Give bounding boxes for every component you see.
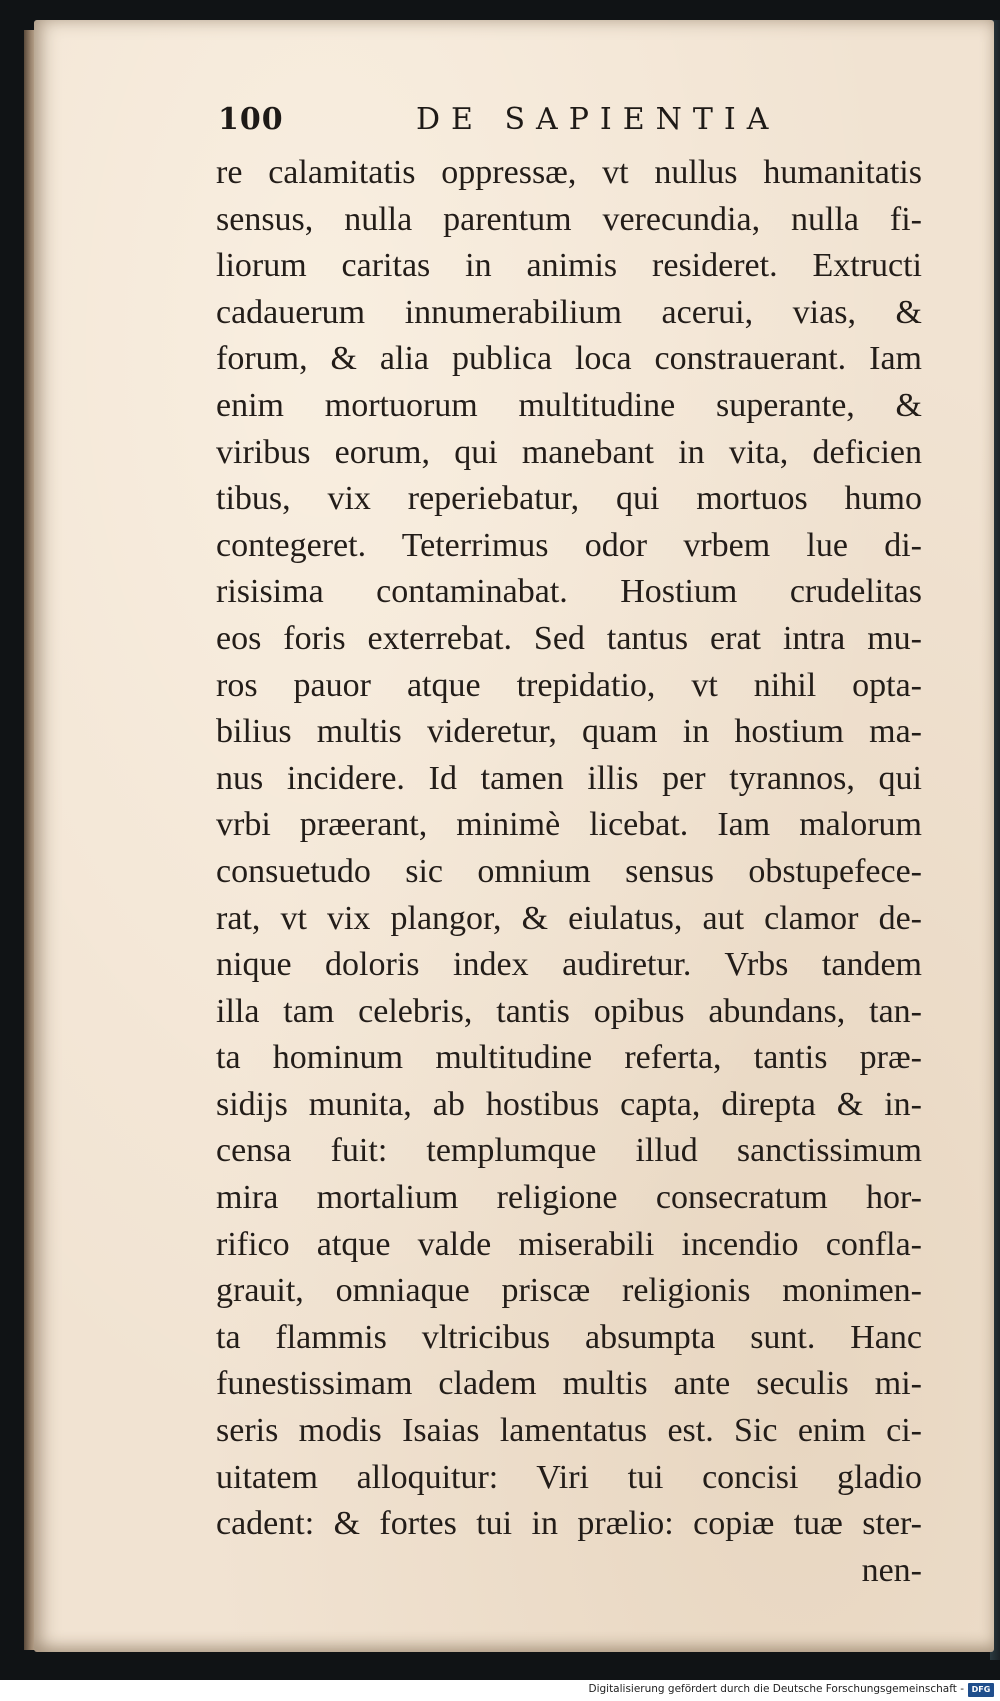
text-line: liorum caritas in animis resideret. Extructi xyxy=(216,247,922,285)
text-line: forum, & alia publica loca constrauerant. Iam xyxy=(216,340,922,378)
text-line: ta hominum multitudine referta, tantis præ- xyxy=(216,1039,922,1077)
text-line: ros pauor atque trepidatio, vt nihil opta- xyxy=(216,666,922,704)
text-line: sensus, nulla parentum verecundia, nulla fi- xyxy=(216,200,922,238)
text-line: grauit, omniaque priscæ religionis monimen- xyxy=(216,1272,922,1310)
text-line: illa tam celebris, tantis opibus abundans, tan- xyxy=(216,992,922,1030)
text-line: bilius multis videretur, quam in hostium ma- xyxy=(216,713,922,751)
text-line: nus incidere. Id tamen illis per tyrannos, qui xyxy=(216,759,922,797)
text-line: cadent: & fortes tui in prælio: copiæ tuæ ster- xyxy=(216,1505,922,1543)
text-line: uitatem alloquitur: Viri tui concisi gladio xyxy=(216,1458,922,1496)
text-line: mira mortalium religione consecratum hor- xyxy=(216,1179,922,1217)
text-line: consuetudo sic omnium sensus obstupefece- xyxy=(216,852,922,890)
text-line: risisima contaminabat. Hostium crudelitas xyxy=(216,573,922,611)
text-line: rifico atque valde miserabili incendio confla- xyxy=(216,1225,922,1263)
body-text xyxy=(216,150,922,1594)
text-line: funestissimam cladem multis ante seculis mi- xyxy=(216,1365,922,1403)
text-line: rat, vt vix plangor, & eiulatus, aut clamor de- xyxy=(216,899,922,937)
text-line: tibus, vix reperiebatur, qui mortuos humo xyxy=(216,480,922,518)
text-line: nen- xyxy=(861,1551,922,1589)
text-line: seris modis Isaias lamentatus est. Sic enim ci- xyxy=(216,1412,922,1450)
text-line: cadauerum innumerabilium acerui, vias, & xyxy=(216,293,922,331)
text-line: censa fuit: templumque illud sanctissimum xyxy=(216,1132,922,1170)
text-line: ta flammis vltricibus absumpta sunt. Hanc xyxy=(216,1318,922,1356)
page-number: 100 xyxy=(218,102,284,137)
running-title: DE SAPIENTIA xyxy=(416,102,780,137)
text-line: vrbi præerant, minimè licebat. Iam malorum xyxy=(216,806,922,844)
text-line: viribus eorum, qui manebant in vita, deficien xyxy=(216,433,922,471)
footer-credit: Digitalisierung gefördert durch die Deutsche Forschungsgemeinschaft - xyxy=(588,1683,964,1695)
text-line: contegeret. Teterrimus odor vrbem lue di- xyxy=(216,526,922,564)
text-line: enim mortuorum multitudine superante, & xyxy=(216,386,922,424)
text-line: nique doloris index audiretur. Vrbs tandem xyxy=(216,946,922,984)
dfg-logo-icon: DFG xyxy=(968,1683,994,1697)
text-line: re calamitatis oppressæ, vt nullus humanitatis xyxy=(216,154,922,191)
running-head xyxy=(218,102,918,146)
footer-bar xyxy=(0,1680,1000,1701)
text-line: sidijs munita, ab hostibus capta, direpta & in- xyxy=(216,1085,922,1123)
text-line: eos foris exterrebat. Sed tantus erat intra mu- xyxy=(216,619,922,657)
